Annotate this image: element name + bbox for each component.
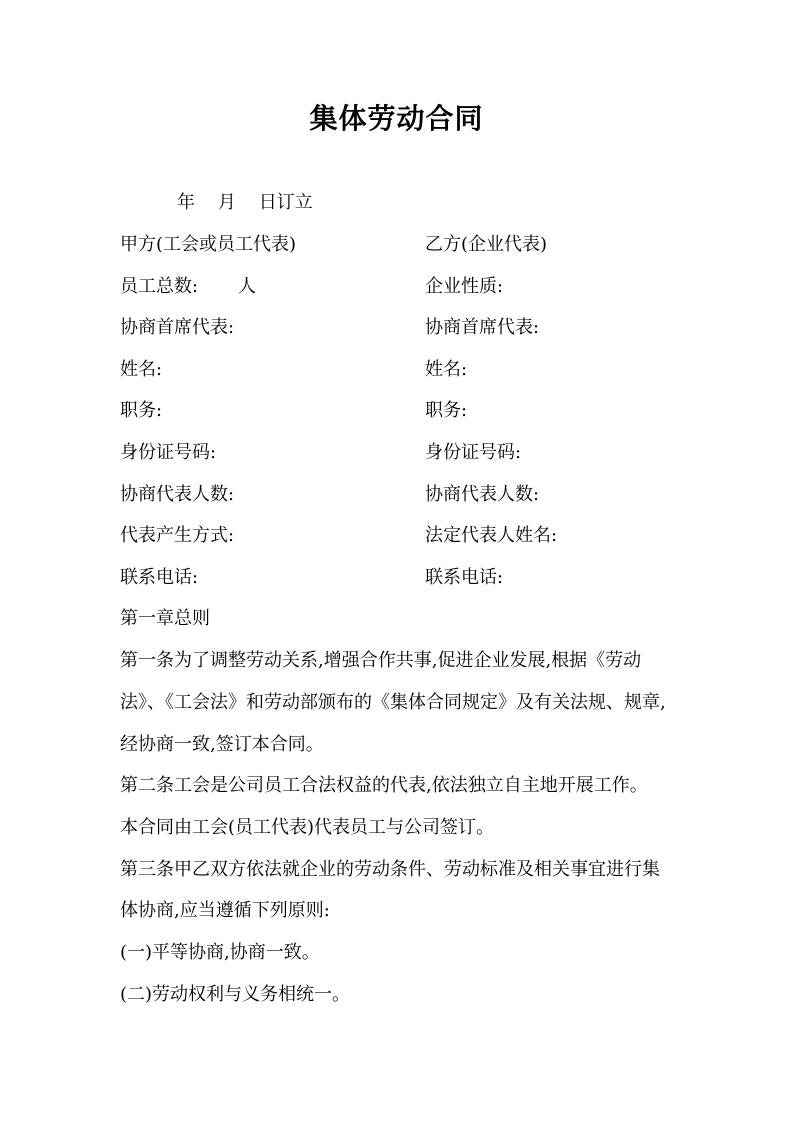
party-a-id-number-label: 身份证号码: [120,442,217,463]
employee-count-unit: 人 [238,276,256,297]
legal-representative-name-label: 法定代表人姓名: [425,525,558,546]
party-a-label: 甲方(工会或员工代表) [120,234,297,255]
party-b-id-number-label: 身份证号码: [425,442,522,463]
party-b-label: 乙方(企业代表) [425,234,548,255]
article-three-line-1: 第三条甲乙双方依法就企业的劳动条件、劳动标准及相关事宜进行集 [120,859,660,880]
party-b-phone-label: 联系电话: [425,567,504,588]
article-one-line-2: 法》、《工会法》和劳动部颁布的《集体合同规定》及有关法规、规章, [120,692,666,713]
employee-count-label: 员工总数: [120,276,199,297]
party-b-chief-representative-label: 协商首席代表: [425,317,540,338]
enterprise-nature-label: 企业性质: [425,276,504,297]
position-row [120,396,680,426]
id-number-row [120,438,680,468]
article-two-line-2: 本合同由工会(员工代表)代表员工与公司签订。 [120,817,495,838]
article-one-line-1: 第一条为了调整劳动关系,增强合作共事,促进企业发展,根据《劳动 [120,650,642,671]
party-a-representative-count-label: 协商代表人数: [120,484,235,505]
document-title: 集体劳动合同 [309,102,484,135]
article-one-line-3: 经协商一致,签订本合同。 [120,734,324,755]
party-b-name-label: 姓名: [425,359,468,380]
party-header-row [120,230,680,260]
party-a-position-label: 职务: [120,400,163,421]
article-three-line-2: 体协商,应当遵循下列原则: [120,900,330,921]
party-b-position-label: 职务: [425,400,468,421]
party-a-chief-representative-label: 协商首席代表: [120,317,235,338]
party-a-phone-label: 联系电话: [120,567,199,588]
signing-date-line: 年 月 日订立 [177,192,313,213]
employee-count-row [120,272,680,302]
party-a-name-label: 姓名: [120,359,163,380]
principle-one: (一)平等协商,协商一致。 [120,942,320,963]
representative-count-row [120,480,680,510]
party-b-representative-count-label: 协商代表人数: [425,484,540,505]
representative-selection-method-label: 代表产生方式: [120,525,235,546]
chapter-one-heading: 第一章总则 [120,608,210,629]
principle-two: (二)劳动权利与义务相统一。 [120,984,351,1005]
name-row [120,355,680,385]
representative-method-row [120,521,680,551]
article-two-line-1: 第二条工会是公司员工合法权益的代表,依法独立自主地开展工作。 [120,775,648,796]
phone-row [120,563,680,593]
chief-representative-row [120,313,680,343]
